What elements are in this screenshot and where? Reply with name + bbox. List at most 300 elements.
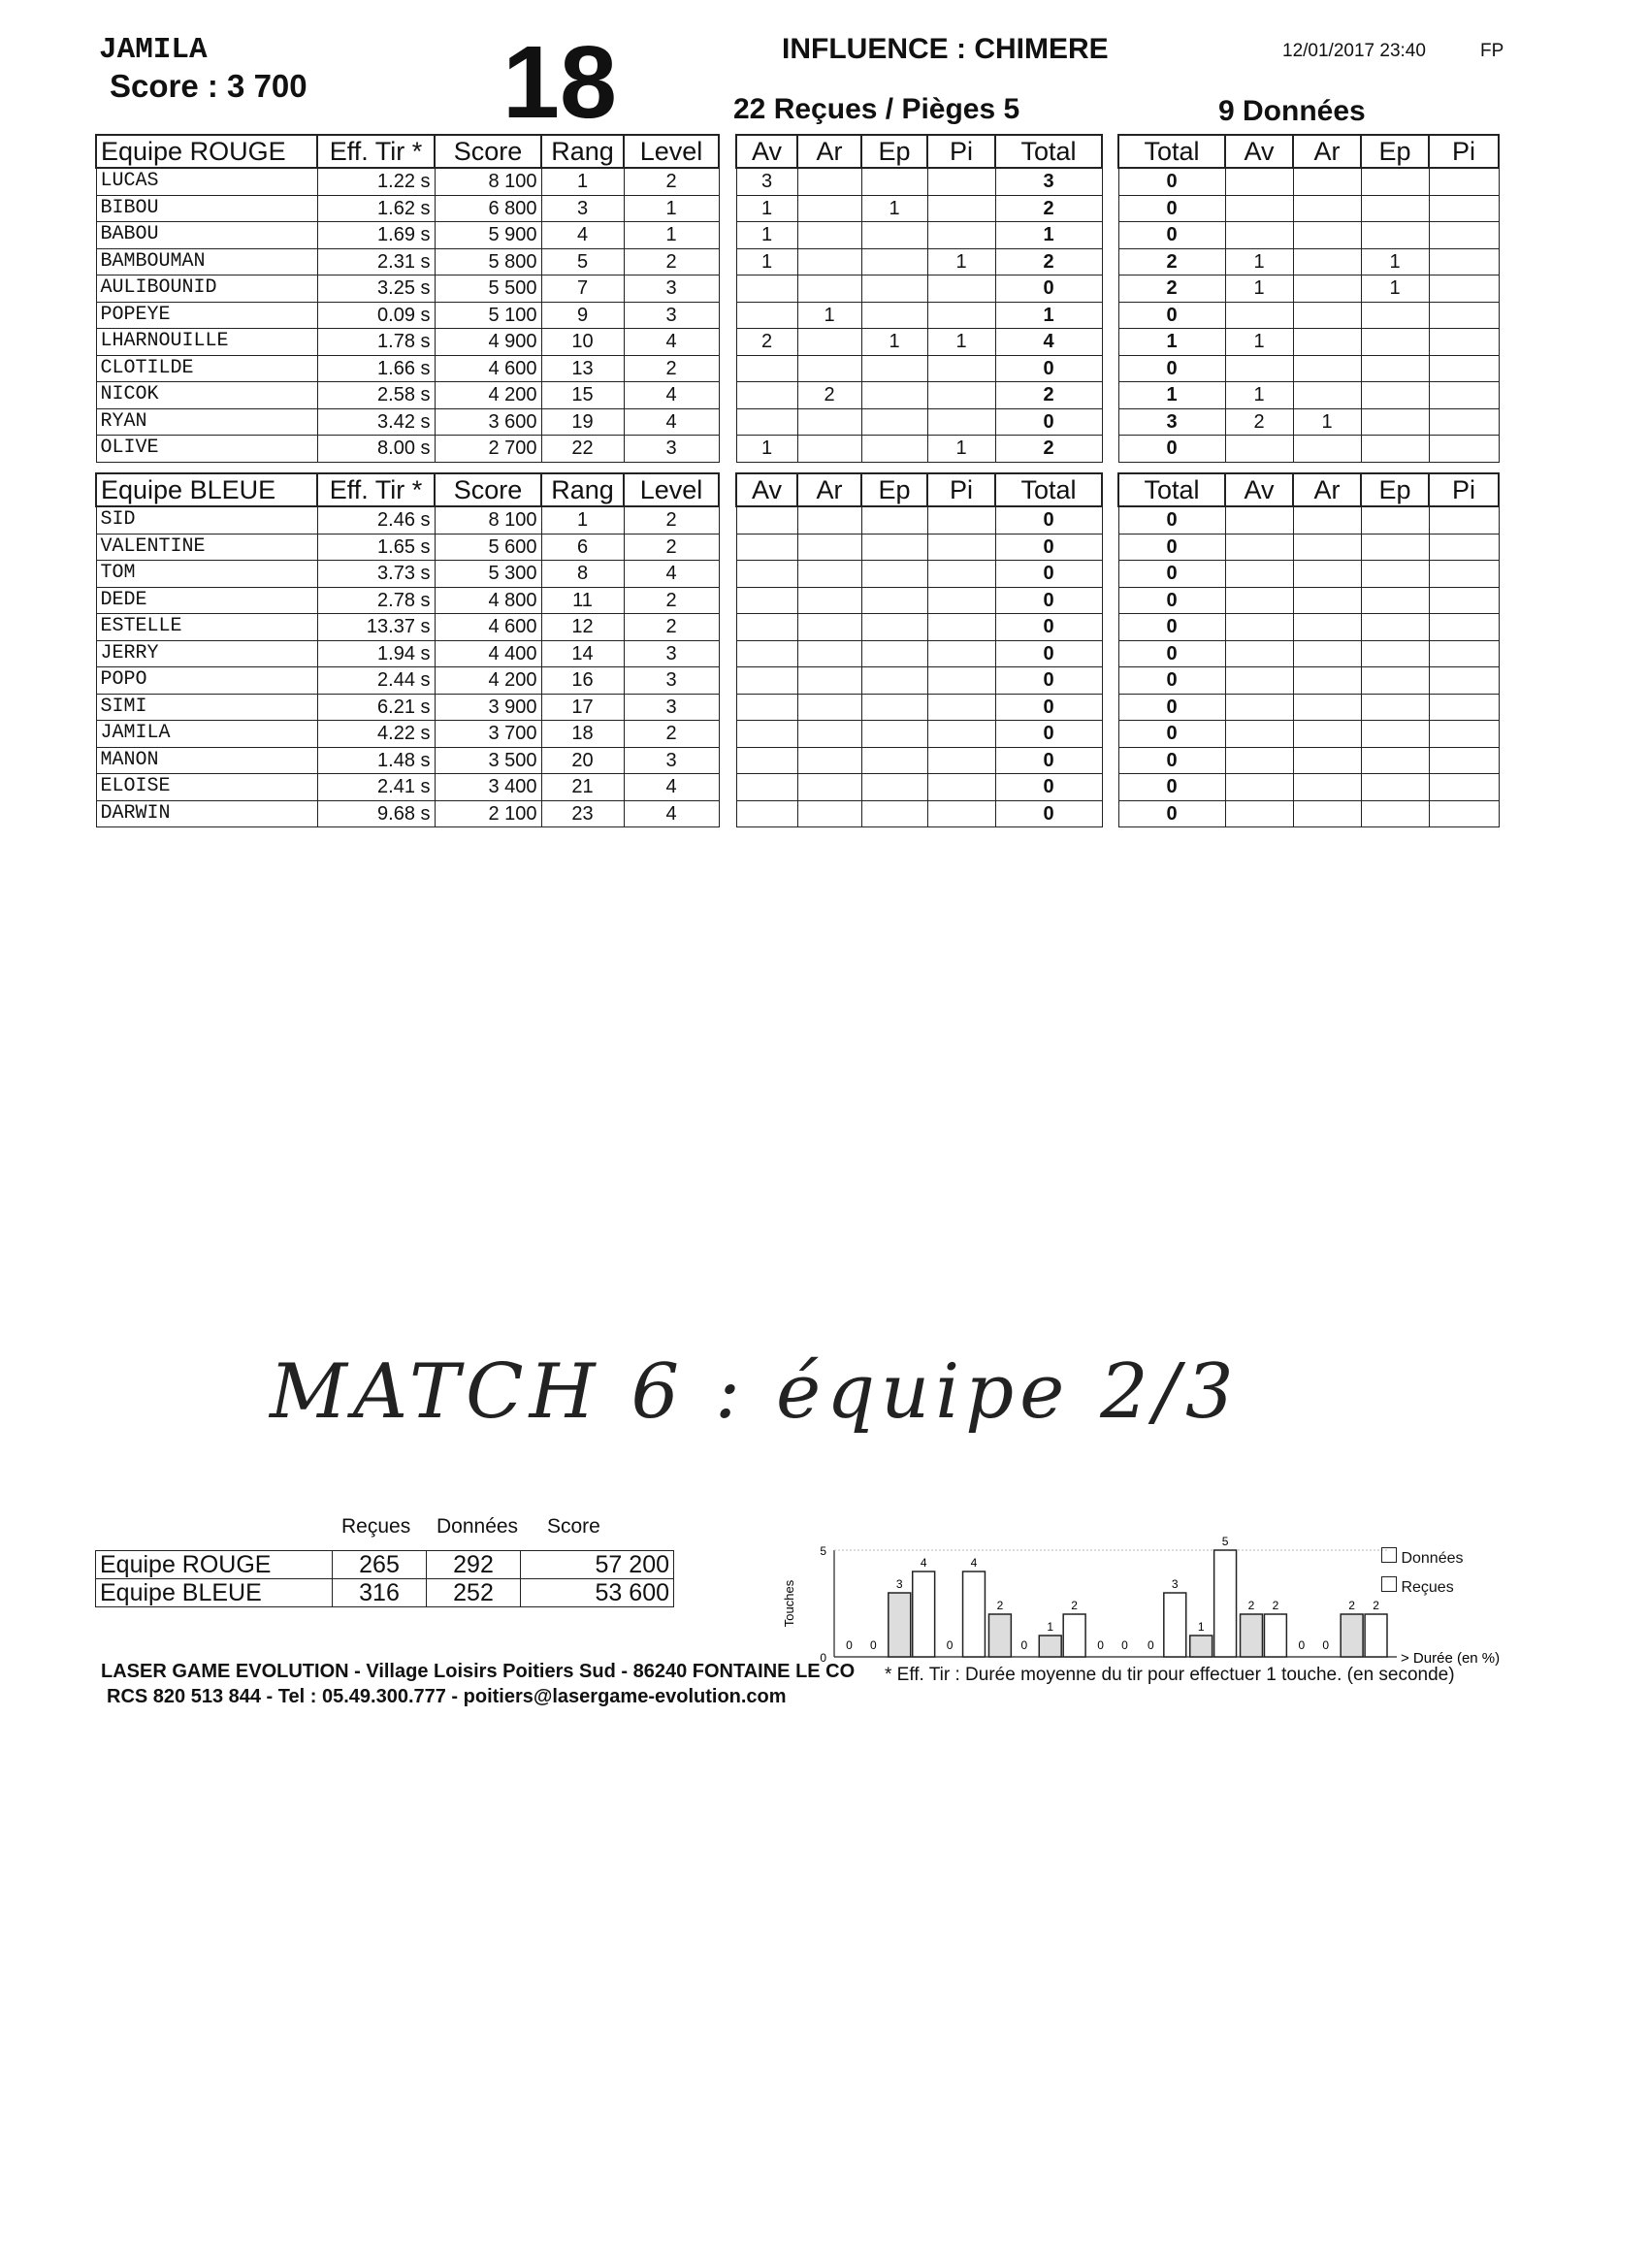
given-cell: 0 [1118, 614, 1225, 641]
given-cell: 0 [1118, 534, 1225, 561]
footer-address: LASER GAME EVOLUTION - Village Loisirs Poitiers Sud - 86240 FONTAINE LE CO [101, 1661, 856, 1682]
level: 4 [624, 329, 719, 356]
hits-cell [927, 774, 995, 801]
hits-cell: 0 [995, 747, 1102, 774]
given-cell [1293, 382, 1361, 409]
hits-table-bleue [735, 472, 1103, 827]
given-cell [1361, 534, 1429, 561]
given-cell [1293, 614, 1361, 641]
column-header: Av [736, 135, 797, 168]
chart-bar [1214, 1550, 1237, 1657]
given-cell [1225, 587, 1293, 614]
rang: 20 [541, 747, 624, 774]
hits-cell [861, 302, 927, 329]
hits-cell [861, 408, 927, 436]
hits-cell [927, 355, 995, 382]
chart-bar [1241, 1614, 1263, 1657]
score: 5 300 [435, 561, 541, 588]
player-name: MANON [96, 747, 317, 774]
given-cell: 1 [1118, 382, 1225, 409]
given-cell [1361, 747, 1429, 774]
legend-donnees [1381, 1544, 1464, 1573]
hits-cell: 0 [995, 694, 1102, 721]
table-row [96, 721, 719, 748]
hits-cell: 0 [995, 408, 1102, 436]
given-cell [1225, 561, 1293, 588]
hits-cell [736, 302, 797, 329]
table-row [96, 640, 719, 667]
footnote: * Eff. Tir : Durée moyenne du tir pour effectuer 1 touche. (en seconde) [885, 1665, 1455, 1685]
level: 2 [624, 614, 719, 641]
level: 2 [624, 248, 719, 275]
donnees-summary: 9 Données [1218, 95, 1366, 127]
given-cell [1225, 774, 1293, 801]
score: 2 700 [435, 436, 541, 463]
given-cell [1293, 667, 1361, 695]
legend-recues-swatch [1381, 1576, 1397, 1592]
score: 5 500 [435, 275, 541, 303]
table-row [96, 667, 719, 695]
score: 2 100 [435, 800, 541, 827]
given-cell [1429, 721, 1499, 748]
given-cell [1429, 222, 1499, 249]
hits-cell [736, 355, 797, 382]
y-axis-label: Touches [782, 1579, 796, 1628]
given-cell [1429, 355, 1499, 382]
hits-cell [797, 587, 861, 614]
table-row [1118, 640, 1499, 667]
hits-cell [861, 800, 927, 827]
summary-header-donnees: Données [436, 1515, 519, 1538]
table-row [736, 382, 1102, 409]
score: 5 800 [435, 248, 541, 275]
given-cell [1429, 329, 1499, 356]
hits-cell: 3 [736, 168, 797, 195]
table-row [736, 721, 1102, 748]
eff-tir: 1.65 s [317, 534, 435, 561]
hits-cell: 1 [736, 436, 797, 463]
hits-cell: 0 [995, 800, 1102, 827]
level: 4 [624, 800, 719, 827]
given-cell [1361, 195, 1429, 222]
given-cell [1361, 355, 1429, 382]
legend-donnees-swatch [1381, 1547, 1397, 1563]
table-row [736, 195, 1102, 222]
given-cell: 0 [1118, 640, 1225, 667]
rang: 11 [541, 587, 624, 614]
table-row [1118, 721, 1499, 748]
given-cell [1361, 561, 1429, 588]
table-row [1118, 747, 1499, 774]
given-cell [1293, 534, 1361, 561]
hits-cell [927, 614, 995, 641]
hits-cell: 0 [995, 774, 1102, 801]
given-cell: 0 [1118, 774, 1225, 801]
given-cell: 1 [1293, 408, 1361, 436]
hits-cell [861, 168, 927, 195]
table-row [96, 195, 719, 222]
player-name: VALENTINE [96, 534, 317, 561]
level: 2 [624, 534, 719, 561]
table-row [96, 222, 719, 249]
given-cell [1293, 506, 1361, 534]
table-row [1118, 195, 1499, 222]
table-row [1118, 587, 1499, 614]
given-cell: 0 [1118, 800, 1225, 827]
rang: 1 [541, 506, 624, 534]
table-row [736, 506, 1102, 534]
hits-cell [927, 561, 995, 588]
eff-tir: 1.78 s [317, 329, 435, 356]
given-cell [1225, 222, 1293, 249]
score: 4 200 [435, 667, 541, 695]
hits-cell [861, 506, 927, 534]
given-cell [1225, 800, 1293, 827]
table-row [736, 534, 1102, 561]
table-row [96, 614, 719, 641]
hits-cell [736, 587, 797, 614]
legend-recues [1381, 1573, 1464, 1603]
hits-cell [927, 506, 995, 534]
table-row [96, 800, 719, 827]
hits-cell [736, 747, 797, 774]
summary-header-recues: Reçues [341, 1515, 411, 1538]
given-cell [1429, 561, 1499, 588]
table-row [1118, 168, 1499, 195]
rang: 22 [541, 436, 624, 463]
given-cell: 1 [1225, 248, 1293, 275]
given-cell [1225, 506, 1293, 534]
bar-value-label: 0 [1148, 1638, 1154, 1652]
given-cell [1429, 408, 1499, 436]
rang: 19 [541, 408, 624, 436]
given-cell [1429, 587, 1499, 614]
level: 1 [624, 222, 719, 249]
table-header [1118, 135, 1499, 168]
table-row [736, 640, 1102, 667]
stats-table-rouge [95, 134, 720, 463]
player-name: NICOK [96, 382, 317, 409]
hits-cell [797, 534, 861, 561]
given-cell: 2 [1118, 248, 1225, 275]
player-name: SIMI [96, 694, 317, 721]
table-row [96, 168, 719, 195]
table-row [96, 248, 719, 275]
hits-cell [736, 694, 797, 721]
hits-cell [736, 721, 797, 748]
given-cell [1293, 694, 1361, 721]
level: 3 [624, 694, 719, 721]
hits-cell: 1 [927, 248, 995, 275]
hits-cell [861, 640, 927, 667]
hits-cell [736, 382, 797, 409]
given-cell [1293, 248, 1361, 275]
eff-tir: 1.94 s [317, 640, 435, 667]
hits-cell [736, 275, 797, 303]
score: 4 900 [435, 329, 541, 356]
level: 4 [624, 382, 719, 409]
table-row [96, 506, 719, 534]
given-cell [1225, 721, 1293, 748]
score: 3 500 [435, 747, 541, 774]
given-cell: 1 [1361, 248, 1429, 275]
given-cell [1429, 800, 1499, 827]
table-row [736, 329, 1102, 356]
hits-cell: 1 [861, 195, 927, 222]
player-name: ELOISE [96, 774, 317, 801]
chart-bar [988, 1614, 1011, 1657]
hits-cell [797, 774, 861, 801]
given-cell: 0 [1118, 222, 1225, 249]
bar-value-label: 2 [1373, 1599, 1379, 1612]
table-row [736, 355, 1102, 382]
hits-cell: 3 [995, 168, 1102, 195]
level: 4 [624, 408, 719, 436]
hits-cell [736, 614, 797, 641]
column-header: Score [435, 473, 541, 506]
table-row [1118, 222, 1499, 249]
hits-cell [861, 382, 927, 409]
table-row [1118, 506, 1499, 534]
eff-tir: 1.69 s [317, 222, 435, 249]
player-name: TOM [96, 561, 317, 588]
rang: 9 [541, 302, 624, 329]
hits-cell [927, 640, 995, 667]
player-name: BABOU [96, 222, 317, 249]
hits-cell [797, 667, 861, 695]
given-cell [1429, 667, 1499, 695]
hits-cell [736, 774, 797, 801]
table-row [96, 774, 719, 801]
table-row [736, 275, 1102, 303]
summary-team: Equipe BLEUE [96, 1579, 333, 1607]
hits-cell [927, 721, 995, 748]
table-row [96, 747, 719, 774]
column-header: Av [1225, 135, 1293, 168]
summary-score: 53 600 [521, 1579, 674, 1607]
column-header: Level [624, 473, 719, 506]
eff-tir: 3.42 s [317, 408, 435, 436]
hits-cell [861, 436, 927, 463]
table-row [736, 436, 1102, 463]
given-cell [1293, 721, 1361, 748]
column-header: Ep [861, 135, 927, 168]
player-name: OLIVE [96, 436, 317, 463]
given-cell [1361, 329, 1429, 356]
eff-tir: 2.46 s [317, 506, 435, 534]
column-header: Total [1118, 473, 1225, 506]
player-name: LHARNOUILLE [96, 329, 317, 356]
given-cell [1293, 168, 1361, 195]
level: 3 [624, 302, 719, 329]
eff-tir: 2.41 s [317, 774, 435, 801]
summary-donnees: 252 [427, 1579, 521, 1607]
hits-cell [797, 640, 861, 667]
bar-value-label: 4 [970, 1556, 978, 1570]
level: 2 [624, 587, 719, 614]
table-row [1118, 561, 1499, 588]
column-header: Pi [1429, 473, 1499, 506]
column-header: Pi [927, 473, 995, 506]
hits-cell [797, 248, 861, 275]
given-cell [1429, 382, 1499, 409]
bar-value-label: 2 [996, 1599, 1004, 1612]
hits-cell: 0 [995, 614, 1102, 641]
given-cell [1293, 587, 1361, 614]
table-row [736, 614, 1102, 641]
hits-cell [797, 800, 861, 827]
column-header: Eff. Tir * [317, 135, 435, 168]
table-row [736, 667, 1102, 695]
hits-cell [797, 329, 861, 356]
player-name: BIBOU [96, 195, 317, 222]
given-cell [1293, 436, 1361, 463]
given-cell: 0 [1118, 587, 1225, 614]
hits-cell [736, 667, 797, 695]
score: 3 600 [435, 408, 541, 436]
player-name: JERRY [96, 640, 317, 667]
chart-bar [1039, 1636, 1061, 1657]
table-row [1118, 329, 1499, 356]
score: 3 700 [435, 721, 541, 748]
hits-cell [797, 168, 861, 195]
player-name: JAMILA [96, 721, 317, 748]
given-cell [1361, 614, 1429, 641]
hits-cell [927, 195, 995, 222]
hits-cell: 0 [995, 640, 1102, 667]
table-row [96, 275, 719, 303]
column-header: Ar [797, 135, 861, 168]
level: 2 [624, 355, 719, 382]
column-header: Total [995, 473, 1102, 506]
hits-cell [861, 721, 927, 748]
bar-value-label: 0 [1097, 1638, 1104, 1652]
given-cell: 1 [1225, 329, 1293, 356]
score: 5 600 [435, 534, 541, 561]
rang: 15 [541, 382, 624, 409]
rang: 21 [541, 774, 624, 801]
table-row [1118, 248, 1499, 275]
table-row [1118, 534, 1499, 561]
eff-tir: 2.78 s [317, 587, 435, 614]
given-cell [1429, 640, 1499, 667]
summary-header-score: Score [547, 1515, 600, 1538]
column-header: Ep [1361, 473, 1429, 506]
hits-cell: 2 [995, 248, 1102, 275]
bar-value-label: 2 [1247, 1599, 1255, 1612]
player-name: RYAN [96, 408, 317, 436]
given-cell [1361, 408, 1429, 436]
given-cell: 2 [1225, 408, 1293, 436]
footer-contact: RCS 820 513 844 - Tel : 05.49.300.777 - poitiers@lasergame-evolution.com [107, 1686, 787, 1707]
given-cell [1361, 168, 1429, 195]
rang: 16 [541, 667, 624, 695]
eff-tir: 1.62 s [317, 195, 435, 222]
summary-recues: 316 [333, 1579, 427, 1607]
bar-value-label: 1 [1197, 1620, 1205, 1634]
hits-cell: 1 [927, 329, 995, 356]
hits-cell [927, 800, 995, 827]
given-cell: 0 [1118, 561, 1225, 588]
bar-value-label: 2 [1348, 1599, 1355, 1612]
summary-table [95, 1550, 674, 1607]
given-cell [1225, 436, 1293, 463]
given-cell: 0 [1118, 747, 1225, 774]
given-cell [1361, 640, 1429, 667]
hits-cell: 0 [995, 506, 1102, 534]
chart-bar [1341, 1614, 1363, 1657]
rang: 10 [541, 329, 624, 356]
score: 4 600 [435, 355, 541, 382]
eff-tir: 2.31 s [317, 248, 435, 275]
table-row [1118, 694, 1499, 721]
player-name: POPO [96, 667, 317, 695]
x-axis-label: > Durée (en %) [1401, 1650, 1501, 1667]
score: 6 800 [435, 195, 541, 222]
hits-cell [861, 561, 927, 588]
hits-cell [797, 355, 861, 382]
chart-bar [1190, 1636, 1212, 1657]
table-row [96, 302, 719, 329]
table-row [736, 747, 1102, 774]
eff-tir: 6.21 s [317, 694, 435, 721]
given-cell [1293, 640, 1361, 667]
player-score: Score : 3 700 [110, 68, 307, 104]
level: 4 [624, 561, 719, 588]
table-row [96, 382, 719, 409]
hits-cell [797, 721, 861, 748]
hits-cell: 0 [995, 721, 1102, 748]
column-header: Level [624, 135, 719, 168]
table-row [96, 436, 719, 463]
rang: 14 [541, 640, 624, 667]
table-row [1118, 614, 1499, 641]
table-header [1118, 473, 1499, 506]
eff-tir: 2.58 s [317, 382, 435, 409]
bar-value-label: 3 [1171, 1577, 1179, 1591]
hits-cell [927, 694, 995, 721]
player-name: CLOTILDE [96, 355, 317, 382]
column-header: Ar [797, 473, 861, 506]
hits-cell [927, 302, 995, 329]
given-cell [1429, 774, 1499, 801]
level: 2 [624, 506, 719, 534]
bar-value-label: 0 [846, 1638, 853, 1652]
given-table-bleue [1117, 472, 1500, 827]
hits-cell [861, 614, 927, 641]
summary-team: Equipe ROUGE [96, 1551, 333, 1579]
hits-table-rouge [735, 134, 1103, 463]
eff-tir: 9.68 s [317, 800, 435, 827]
level: 3 [624, 275, 719, 303]
table-row [736, 408, 1102, 436]
given-table-rouge [1117, 134, 1500, 463]
hits-cell [797, 614, 861, 641]
given-cell [1361, 774, 1429, 801]
given-cell: 1 [1361, 275, 1429, 303]
level: 2 [624, 168, 719, 195]
column-header: Ar [1293, 473, 1361, 506]
given-cell: 2 [1118, 275, 1225, 303]
hits-cell: 0 [995, 667, 1102, 695]
player-name: POPEYE [96, 302, 317, 329]
hits-cell [927, 667, 995, 695]
hits-cell [736, 561, 797, 588]
chart-bar [1264, 1614, 1286, 1657]
given-cell [1429, 248, 1499, 275]
table-row [96, 329, 719, 356]
given-cell [1293, 747, 1361, 774]
